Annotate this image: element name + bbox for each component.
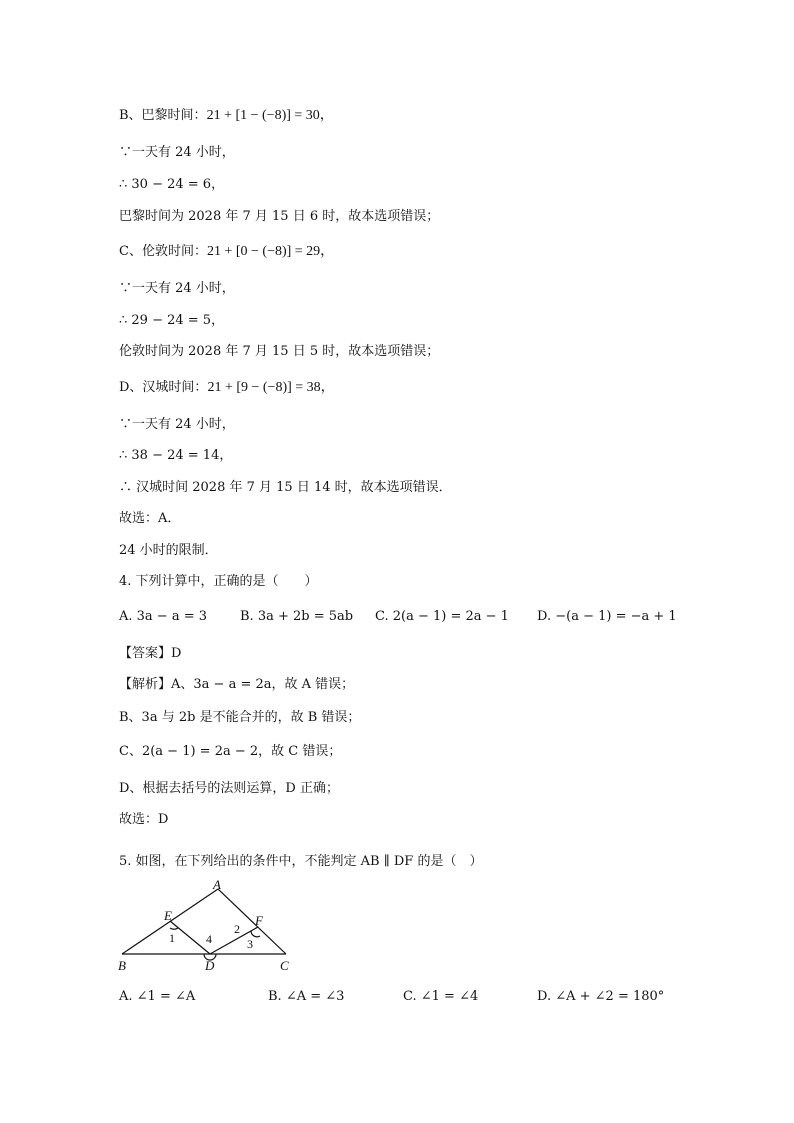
triangle-figure — [110, 878, 310, 978]
q5-option-d: D. ∠A + ∠2 = 180° — [537, 989, 665, 1004]
q5-stem: 5. 如图，在下列给出的条件中，不能判定 AB ∥ DF 的是（ ） — [119, 854, 483, 869]
q4-option-a: A. 3a − a = 3 — [119, 609, 208, 624]
day-hours-line-1: ∵一天有 24 小时， — [119, 145, 235, 160]
label-F: F — [255, 913, 263, 928]
q4-analysis-c: C、2(a − 1) = 2a − 2，故 C 错误； — [119, 744, 342, 759]
label-C: C — [280, 958, 289, 973]
angle-3-label: 3 — [247, 937, 253, 951]
q4-option-c: C. 2(a − 1) = 2a − 1 — [375, 609, 509, 624]
label-B: B — [118, 958, 126, 973]
q5-option-b: B. ∠A = ∠3 — [268, 989, 345, 1004]
label-D: D — [205, 958, 215, 973]
q4-analysis-d: D、根据去括号的法则运算，D 正确； — [119, 781, 339, 796]
label-E: E — [164, 908, 172, 923]
q5-option-c: C. ∠1 = ∠4 — [403, 989, 479, 1004]
q4-analysis-b: B、3a 与 2b 是不能合并的，故 B 错误； — [119, 710, 361, 725]
paris-time-line: B、巴黎时间：21 + [1 − (−8)] = 30， — [119, 108, 334, 123]
q4-option-b: B. 3a + 2b = 5ab — [240, 609, 354, 624]
london-conclusion: 伦敦时间为 2028 年 7 月 15 日 5 时，故本选项错误； — [119, 344, 440, 359]
calc-line-2: ∴ 29 − 24 = 5， — [119, 313, 225, 328]
choice-a-line: 故选：A． — [119, 511, 181, 526]
angle-2-label: 2 — [234, 922, 240, 936]
calc-line-1: ∴ 30 − 24 = 6， — [119, 177, 225, 192]
angle-1-label: 1 — [169, 931, 175, 945]
q4-stem: 4. 下列计算中，正确的是（ ） — [119, 574, 318, 589]
q4-answer: 【答案】D — [119, 646, 182, 661]
q4-choice: 故选：D — [119, 812, 169, 827]
day-hours-line-3: ∵一天有 24 小时， — [119, 417, 235, 432]
label-A: A — [213, 878, 221, 892]
angle-4-label: 4 — [206, 932, 212, 946]
london-time-line: C、伦敦时间：21 + [0 − (−8)] = 29， — [119, 244, 335, 259]
seoul-conclusion: ∴ 汉城时间 2028 年 7 月 15 日 14 时，故本选项错误． — [119, 480, 452, 495]
seoul-time-line: D、汉城时间：21 + [9 − (−8)] = 38， — [119, 380, 335, 395]
paris-conclusion: 巴黎时间为 2028 年 7 月 15 日 6 时，故本选项错误； — [119, 209, 440, 224]
q4-analysis-a: 【解析】A、3a − a = 2a，故 A 错误； — [119, 677, 355, 692]
day-hours-line-2: ∵一天有 24 小时， — [119, 281, 235, 296]
q4-option-d: D. −(a − 1) = −a + 1 — [537, 609, 677, 624]
q5-option-a: A. ∠1 = ∠A — [119, 989, 196, 1004]
calc-line-3: ∴ 38 − 24 = 14， — [119, 448, 233, 463]
note-line: 24 小时的限制． — [119, 543, 218, 558]
